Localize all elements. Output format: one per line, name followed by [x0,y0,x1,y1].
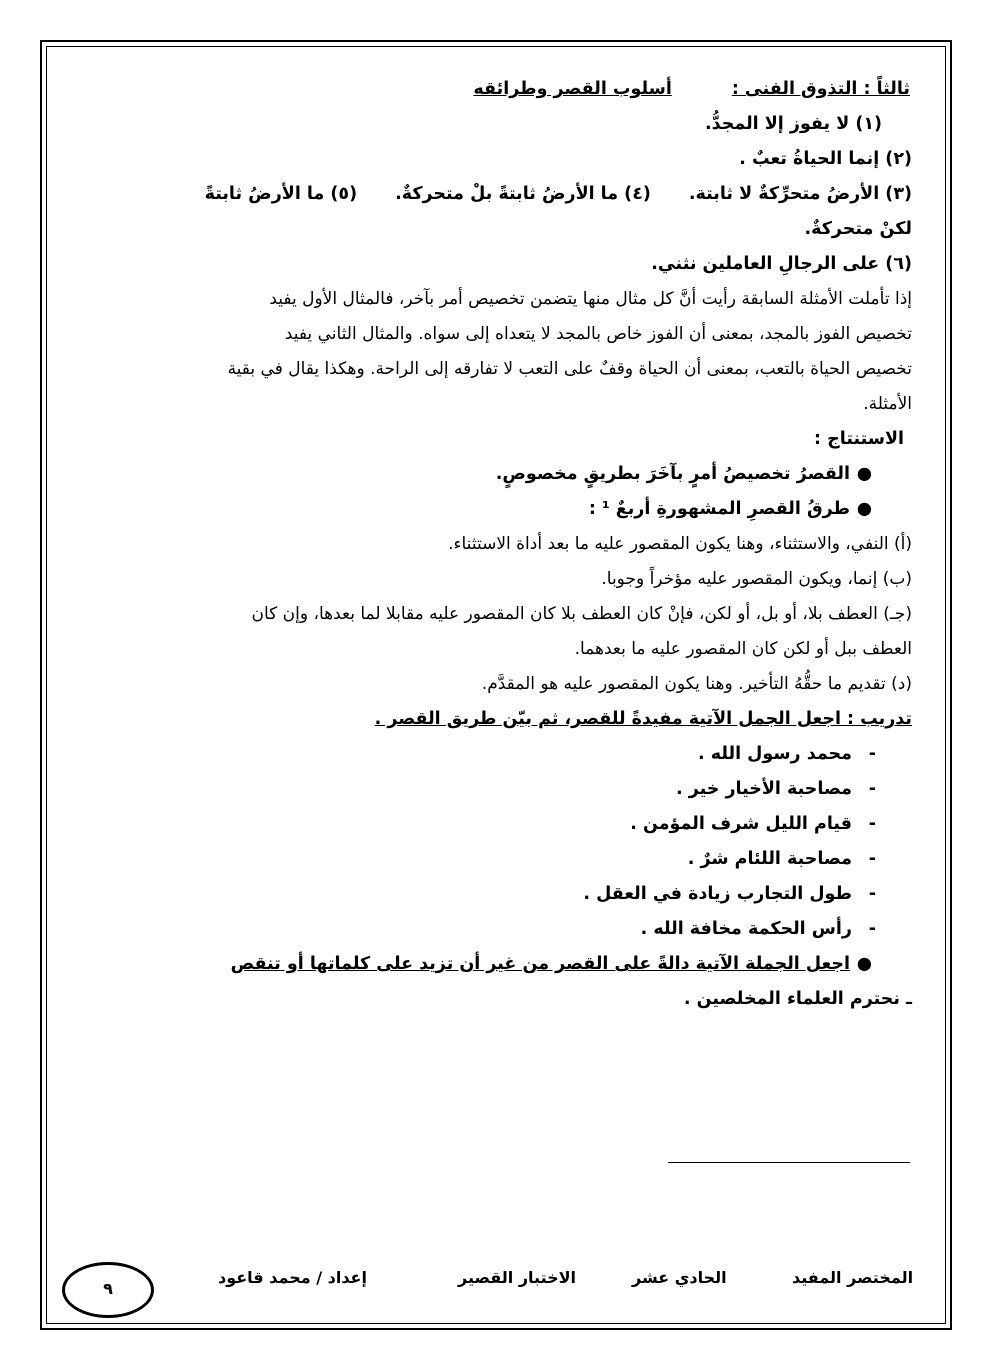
exercise-item [78,737,912,772]
conclusion-text-2: طرقُ القصرِ المشهورةِ أربعٌ ¹ : [588,499,850,519]
exercise-title: تدريب : اجعل الجمل الآتية مفيدةً للقصر، ثم بيّن طريق القصر . [374,709,912,729]
example-4: (٤) ما الأرضُ ثابتةً بلْ متحركةٌ. [395,184,651,204]
examples-3-4-5 [78,177,912,212]
exercise-item-text: محمد رسول الله . [698,744,852,764]
exercise-bullet-2-text: اجعل الجملة الآتية دالةً على القصر من غير أن تزيد على كلماتها أو تنقص [230,954,850,974]
example-5-continued: لكنْ متحركةٌ. [804,219,912,239]
bullet-icon: ● [856,954,872,974]
example-5: (٥) ما الأرضُ ثابتةً [204,184,358,204]
exercise-item-text: مصاحبة الأخيار خير . [675,779,852,799]
method-a: (أ) النفي، والاستثناء، وهنا يكون المقصور عليه ما بعد أداة الاستثناء. [448,534,912,554]
example-3: (٣) الأرضُ متحرِّكةٌ لا ثابتة. [688,184,912,204]
footer-book-title: المختصر المفيد [792,1268,914,1287]
exercise-item [78,877,912,912]
exercise-item-text: قيام الليل شرف المؤمن . [630,814,852,834]
signature-line [668,1162,910,1163]
section-heading [78,72,910,107]
explanation-line-3: تخصيص الحياة بالتعب، بمعنى أن الحياة وقفٌ على التعب لا تفارقه إلى الراحة. وهكذا يقال في بقية [227,359,912,379]
footer-test: الاختبار القصير [458,1268,577,1287]
exercise-final-sentence: ـ نحترم العلماء المخلصين . [683,989,912,1009]
heading-prefix: ثالثاً : التذوق الفنى : [731,79,910,99]
exercise-item-text: طول التجارب زيادة في العقل . [583,884,852,904]
exercise-item [78,772,912,807]
explanation-line-4: الأمثلة. [863,394,912,414]
example-2: (٢) إنما الحياةُ تعبٌ . [739,149,912,169]
exercise-item [78,842,912,877]
exercise-bullet-2 [78,947,912,982]
bullet-icon: ● [856,499,872,519]
exercise-item [78,912,912,947]
method-b: (ب) إنما، ويكون المقصور عليه مؤخراً وجوبا. [601,569,912,589]
footer-author: إعداد / محمد قاعود [218,1268,367,1287]
conclusion-title: الاستنتاج : [814,429,904,449]
example-1: (١) لا يفوز إلا المجدُّ. [705,114,882,134]
method-c-line-2: العطف ببل أو لكن كان المقصور عليه ما بعدهما. [574,639,912,659]
dash-marker: - [868,814,876,834]
explanation-line-2: تخصيص الفوز بالمجد، بمعنى أن الفوز خاص بالمجد لا يتعداه إلى سواه. والمثال الثاني يفيد [284,324,912,344]
method-d: (د) تقديم ما حقُّهُ التأخير. وهنا يكون المقصور عليه هو المقدَّم. [481,674,912,694]
explanation-line-1: إذا تأملت الأمثلة السابقة رأيت أنَّ كل مثال منها يتضمن تخصيص أمر بآخر، فالمثال الأول يفيد [269,289,912,309]
dash-marker: - [868,779,876,799]
dash-marker: - [868,919,876,939]
conclusion-bullet-2 [78,492,912,527]
dash-marker: - [868,884,876,904]
dash-marker: - [868,744,876,764]
heading-topic: أسلوب القصر وطرائقه [473,79,672,99]
exercise-item-text: رأس الحكمة مخافة الله . [640,919,852,939]
conclusion-text-1: القصرُ تخصيصُ أمرٍ بآخَرَ بطريقٍ مخصوصٍ. [495,464,850,484]
page-content [78,72,912,1017]
page-number: ٩ [62,1262,154,1318]
conclusion-bullet-1 [78,457,912,492]
exercise-item-text: مصاحبة اللئام شرٌ . [687,849,852,869]
exercise-item [78,807,912,842]
method-c-line-1: (جـ) العطف بلا، أو بل، أو لكن، فإنْ كان العطف بلا كان المقصور عليه مقابلا لما بعدها، وإن كان [251,604,912,624]
dash-marker: - [868,849,876,869]
footer-grade: الحادي عشر [632,1268,727,1287]
bullet-icon: ● [856,464,872,484]
example-6: (٦) على الرجالِ العاملين نثني. [651,254,912,274]
